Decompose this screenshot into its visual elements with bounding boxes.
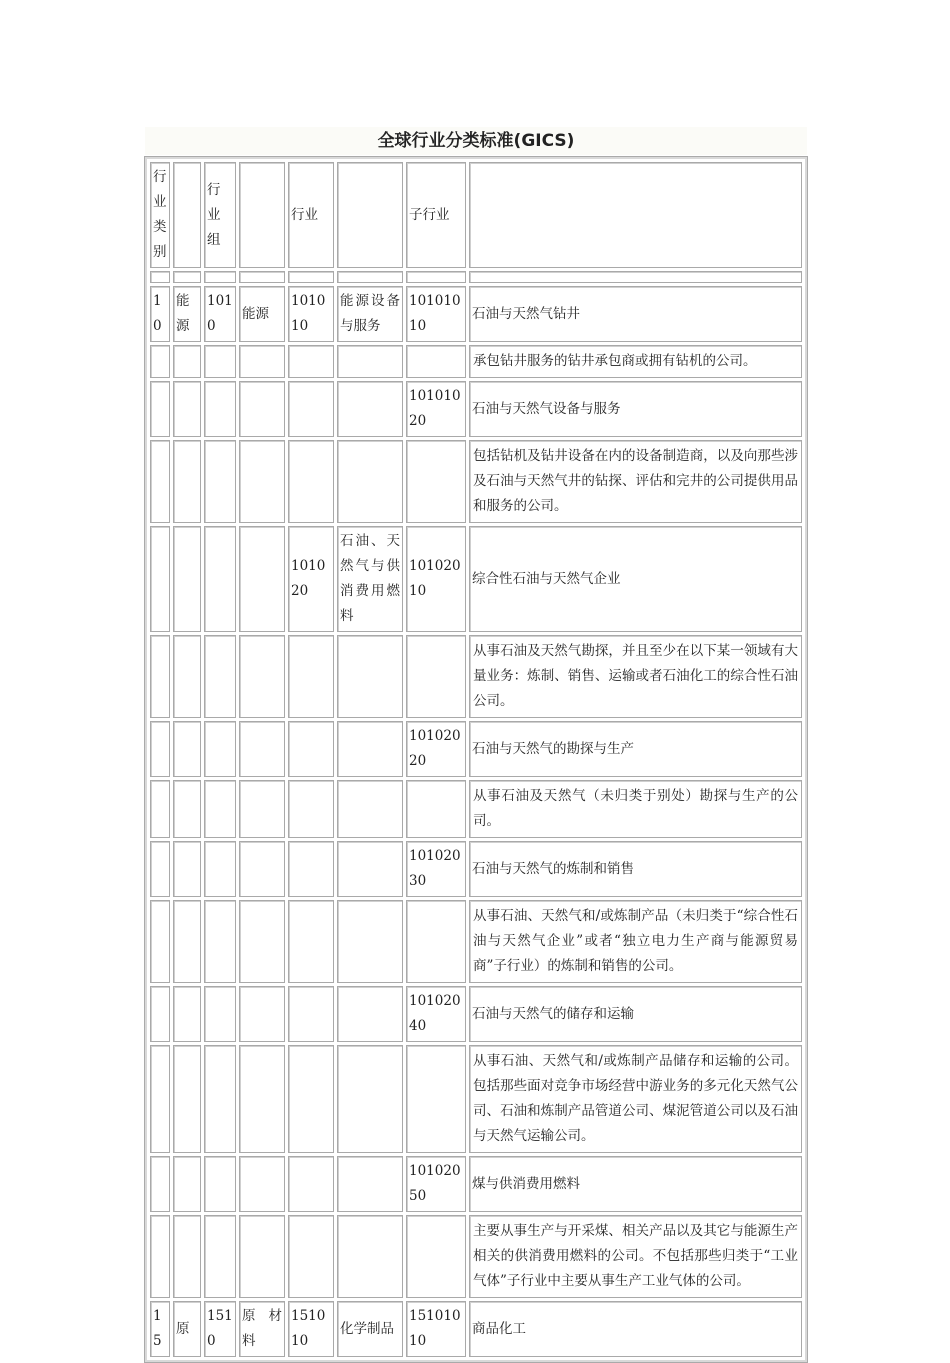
spacer-cell: [406, 271, 466, 283]
sector-code-cell: 10: [150, 286, 170, 342]
spacer-cell: [239, 271, 285, 283]
sector-name-cell: [173, 345, 201, 378]
sector-code-cell: [150, 841, 170, 897]
spacer-cell: [469, 271, 802, 283]
sector-code-cell: [150, 780, 170, 838]
subindustry-name-cell: 石油与天然气的储存和运输: [469, 986, 802, 1042]
group-name-cell: [239, 1215, 285, 1298]
subindustry-code-cell: 10102040: [406, 986, 466, 1042]
sector-code-cell: [150, 440, 170, 523]
sector-name-cell: [173, 635, 201, 718]
industry-name-cell: [337, 440, 403, 523]
gics-table: [147, 159, 805, 1360]
industry-code-cell: [288, 635, 334, 718]
header-group-name: [239, 162, 285, 268]
industry-name-cell: [337, 986, 403, 1042]
subindustry-name-cell: 石油与天然气钻井: [469, 286, 802, 342]
industry-name-cell: [337, 900, 403, 983]
industry-name-cell: [337, 1156, 403, 1212]
sector-code-cell: [150, 526, 170, 632]
description-row: [150, 1045, 802, 1153]
subindustry-code-cell: 10102020: [406, 721, 466, 777]
industry-name-cell: [337, 1215, 403, 1298]
industry-name-cell: [337, 635, 403, 718]
industry-name-cell: [337, 345, 403, 378]
industry-code-cell: 101010: [288, 286, 334, 342]
sector-code-cell: [150, 721, 170, 777]
description-row: [150, 780, 802, 838]
industry-code-cell: 101020: [288, 526, 334, 632]
header-sector: 行业类别: [150, 162, 170, 268]
industry-name-cell: 化学制品: [337, 1301, 403, 1357]
table-row: [150, 381, 802, 437]
sector-code-cell: 15: [150, 1301, 170, 1357]
description-row: [150, 345, 802, 378]
group-name-cell: [239, 635, 285, 718]
subindustry-code-cell: [406, 1045, 466, 1153]
sector-code-cell: [150, 1215, 170, 1298]
subindustry-code-cell: [406, 635, 466, 718]
table-row: [150, 841, 802, 897]
subindustry-code-cell: 10101020: [406, 381, 466, 437]
group-name-cell: [239, 1045, 285, 1153]
subindustry-code-cell: 15101010: [406, 1301, 466, 1357]
table-row: [150, 526, 802, 632]
group-name-cell: [239, 526, 285, 632]
sector-code-cell: [150, 900, 170, 983]
sector-name-cell: 原: [173, 1301, 201, 1357]
industry-code-cell: [288, 1215, 334, 1298]
subindustry-code-cell: 10102010: [406, 526, 466, 632]
spacer-cell: [288, 271, 334, 283]
industry-name-cell: [337, 721, 403, 777]
table-row: [150, 286, 802, 342]
subindustry-code-cell: 10102030: [406, 841, 466, 897]
sector-code-cell: [150, 1045, 170, 1153]
industry-code-cell: [288, 900, 334, 983]
industry-name-cell: [337, 1045, 403, 1153]
subindustry-name-cell: 煤与供消费用燃料: [469, 1156, 802, 1212]
spacer-cell: [337, 271, 403, 283]
spacer-row: [150, 271, 802, 283]
subindustry-name-cell: 主要从事生产与开采煤、相关产品以及其它与能源生产相关的供消费用燃料的公司。不包括那些归类于“工业气体”子行业中主要从事生产工业气体的公司。: [469, 1215, 802, 1298]
sector-name-cell: [173, 841, 201, 897]
industry-name-cell: [337, 780, 403, 838]
table-row: [150, 986, 802, 1042]
header-row: [150, 162, 802, 268]
group-name-cell: [239, 1156, 285, 1212]
subindustry-name-cell: 综合性石油与天然气企业: [469, 526, 802, 632]
group-code-cell: [204, 900, 236, 983]
group-name-cell: 原材料: [239, 1301, 285, 1357]
group-code-cell: [204, 1045, 236, 1153]
subindustry-name-cell: 包括钻机及钻井设备在内的设备制造商，以及向那些涉及石油与天然气井的钻探、评估和完井的公司提供用品和服务的公司。: [469, 440, 802, 523]
gics-table-container: [144, 156, 808, 1363]
table-row: [150, 721, 802, 777]
group-code-cell: [204, 721, 236, 777]
group-name-cell: [239, 986, 285, 1042]
sector-name-cell: [173, 381, 201, 437]
industry-name-cell: [337, 841, 403, 897]
spacer-cell: [173, 271, 201, 283]
sector-name-cell: 能源: [173, 286, 201, 342]
industry-name-cell: 能源设备与服务: [337, 286, 403, 342]
sector-code-cell: [150, 635, 170, 718]
sector-name-cell: [173, 1156, 201, 1212]
group-code-cell: 1510: [204, 1301, 236, 1357]
group-code-cell: [204, 780, 236, 838]
header-industry: 行业: [288, 162, 334, 268]
industry-name-cell: 石油、天然气与供消费用燃料: [337, 526, 403, 632]
sector-name-cell: [173, 986, 201, 1042]
sector-name-cell: [173, 780, 201, 838]
spacer-cell: [150, 271, 170, 283]
group-name-cell: [239, 900, 285, 983]
description-row: [150, 635, 802, 718]
page-title: 全球行业分类标准(GICS): [145, 127, 807, 155]
table-row: [150, 1301, 802, 1357]
subindustry-code-cell: [406, 780, 466, 838]
sector-name-cell: [173, 526, 201, 632]
industry-code-cell: [288, 345, 334, 378]
header-industry-name: [337, 162, 403, 268]
subindustry-name-cell: 从事石油、天然气和/或炼制产品储存和运输的公司。包括那些面对竞争市场经营中游业务的多元化天然气公司、石油和炼制产品管道公司、煤泥管道公司以及石油与天然气运输公司。: [469, 1045, 802, 1153]
industry-code-cell: [288, 841, 334, 897]
group-code-cell: [204, 381, 236, 437]
description-row: [150, 440, 802, 523]
group-code-cell: [204, 635, 236, 718]
group-code-cell: [204, 526, 236, 632]
subindustry-code-cell: 10102050: [406, 1156, 466, 1212]
industry-name-cell: [337, 381, 403, 437]
group-name-cell: [239, 780, 285, 838]
sector-name-cell: [173, 721, 201, 777]
subindustry-code-cell: [406, 1215, 466, 1298]
description-row: [150, 900, 802, 983]
group-code-cell: [204, 841, 236, 897]
sector-code-cell: [150, 345, 170, 378]
group-code-cell: [204, 345, 236, 378]
subindustry-name-cell: 石油与天然气的勘探与生产: [469, 721, 802, 777]
group-code-cell: [204, 440, 236, 523]
subindustry-name-cell: 石油与天然气设备与服务: [469, 381, 802, 437]
sector-name-cell: [173, 900, 201, 983]
sector-name-cell: [173, 1215, 201, 1298]
industry-code-cell: 151010: [288, 1301, 334, 1357]
sector-name-cell: [173, 440, 201, 523]
group-name-cell: [239, 721, 285, 777]
industry-code-cell: [288, 780, 334, 838]
group-name-cell: [239, 345, 285, 378]
header-subindustry: 子行业: [406, 162, 466, 268]
sector-code-cell: [150, 986, 170, 1042]
group-name-cell: 能源: [239, 286, 285, 342]
group-code-cell: [204, 986, 236, 1042]
industry-code-cell: [288, 986, 334, 1042]
table-row: [150, 1156, 802, 1212]
subindustry-code-cell: 10101010: [406, 286, 466, 342]
group-name-cell: [239, 440, 285, 523]
subindustry-name-cell: 从事石油及天然气勘探，并且至少在以下某一领域有大量业务：炼制、销售、运输或者石油化工的综合性石油公司。: [469, 635, 802, 718]
industry-code-cell: [288, 440, 334, 523]
spacer-cell: [204, 271, 236, 283]
sector-code-cell: [150, 381, 170, 437]
sector-name-cell: [173, 1045, 201, 1153]
header-subindustry-name: [469, 162, 802, 268]
subindustry-name-cell: 石油与天然气的炼制和销售: [469, 841, 802, 897]
industry-code-cell: [288, 721, 334, 777]
sector-code-cell: [150, 1156, 170, 1212]
industry-code-cell: [288, 381, 334, 437]
industry-code-cell: [288, 1045, 334, 1153]
group-code-cell: [204, 1215, 236, 1298]
subindustry-name-cell: 从事石油及天然气（未归类于别处）勘探与生产的公司。: [469, 780, 802, 838]
group-name-cell: [239, 841, 285, 897]
header-group: 行业组: [204, 162, 236, 268]
subindustry-code-cell: [406, 900, 466, 983]
group-code-cell: 1010: [204, 286, 236, 342]
subindustry-name-cell: 从事石油、天然气和/或炼制产品（未归类于“综合性石油与天然气企业”或者“独立电力生产商与能源贸易商”子行业）的炼制和销售的公司。: [469, 900, 802, 983]
group-code-cell: [204, 1156, 236, 1212]
subindustry-name-cell: 承包钻井服务的钻井承包商或拥有钻机的公司。: [469, 345, 802, 378]
industry-code-cell: [288, 1156, 334, 1212]
group-name-cell: [239, 381, 285, 437]
subindustry-code-cell: [406, 440, 466, 523]
subindustry-code-cell: [406, 345, 466, 378]
subindustry-name-cell: 商品化工: [469, 1301, 802, 1357]
header-sector-name: [173, 162, 201, 268]
description-row: [150, 1215, 802, 1298]
